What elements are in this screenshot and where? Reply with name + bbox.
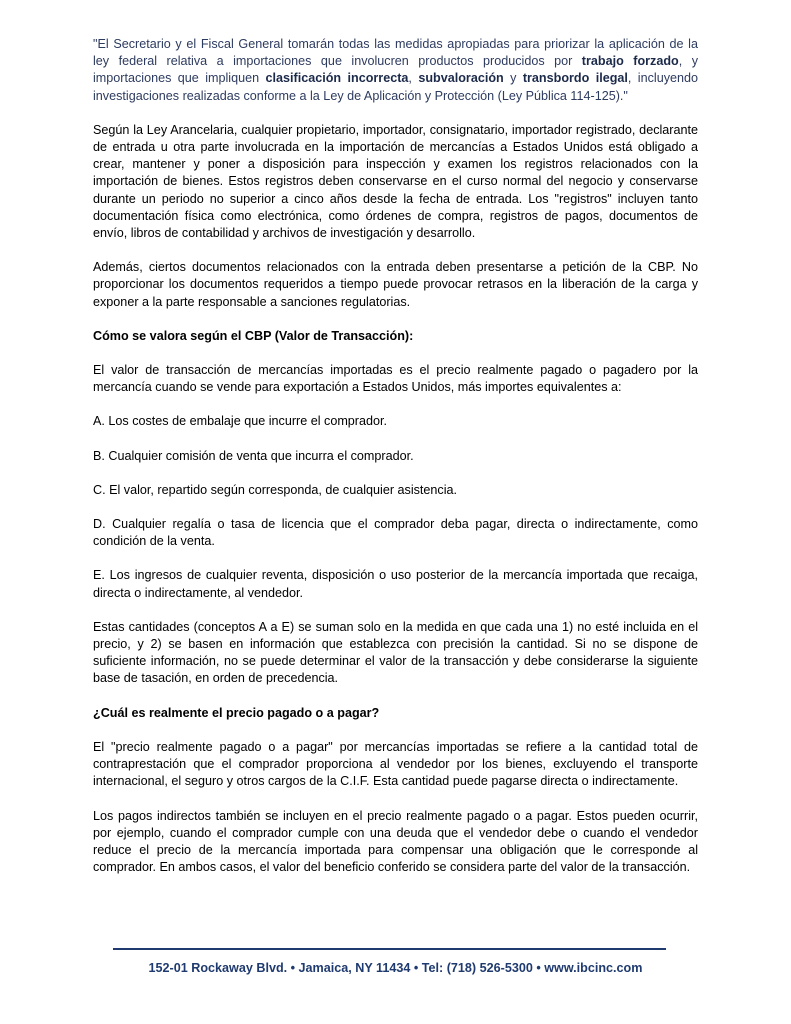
quote-bold-forced-labor: trabajo forzado bbox=[581, 54, 679, 69]
quote-bold-transshipment: transbordo ilegal bbox=[522, 71, 628, 86]
footer-contact: 152-01 Rockaway Blvd. • Jamaica, NY 11434 • Tel: (718) 526-5300 • www.ibcinc.com bbox=[148, 961, 643, 975]
quote-text-5: , incluyendo investigaciones realizadas conforme a la Ley de Aplicación y Protección (Ley Pública 114-125)." bbox=[93, 71, 699, 103]
list-item-d: D. Cualquier regalía o tasa de licencia que el comprador deba pagar, directa o indirectamente, como condición de la venta. bbox=[93, 517, 698, 549]
indirect-payments-paragraph: Los pagos indirectos también se incluyen en el precio realmente pagado o a pagar. Estos pueden ocurrir, por ejemplo, cuando el comprador cumple con una deuda que el vendedor debe o cuando el vendedor reduce el precio de la mercancía importada para compensar una obligación que le corresponde al comprador. En ambos casos, el valor del beneficio conferido se considera parte del valor de la transacción. bbox=[93, 808, 698, 875]
price-definition-paragraph: El "precio realmente pagado o a pagar" por mercancías importadas se refiere a la cantidad total de contraprestación que el comprador proporciona al vendedor por los bienes, excluyendo el transporte internacional, el seguro y otros cargos de la C.I.F. Esta cantidad puede pagarse directa o indirectamente. bbox=[93, 739, 698, 789]
list-item-a: A. Los costes de embalaje que incurre el comprador. bbox=[93, 414, 388, 429]
valuation-heading: Cómo se valora según el CBP (Valor de Transacción): bbox=[93, 328, 414, 343]
list-item-b: B. Cualquier comisión de venta que incurra el comprador. bbox=[93, 448, 414, 463]
quote-bold-misclassification: clasificación incorrecta bbox=[265, 71, 409, 86]
list-item-c: C. El valor, repartido según corresponda, de cualquier asistencia. bbox=[93, 482, 458, 497]
amounts-paragraph: Estas cantidades (conceptos A a E) se suman solo en la medida en que cada una 1) no esté incluida en el precio, y 2) se basen en información que establezca con precisión la cantidad. Si no se dispone de suficiente información, no se puede determinar el valor de la transacción y debe considerarse la siguiente base de tasación, en orden de precedencia. bbox=[93, 619, 698, 686]
list-item-e: E. Los ingresos de cualquier reventa, disposición o uso posterior de la mercancía importada que recaiga, directa o indirectamente, al vendedor. bbox=[93, 568, 698, 600]
quote-text-3: , bbox=[408, 71, 419, 86]
entry-documents-paragraph: Además, ciertos documentos relacionados con la entrada deben presentarse a petición de la CBP. No proporcionar los documentos requeridos a tiempo puede provocar retrasos en la liberación de la carga y exponer a la parte responsable a sanciones regulatorias. bbox=[93, 260, 698, 309]
transaction-value-paragraph: El valor de transacción de mercancías importadas es el precio realmente pagado o pagadero por la mercancía cuando se vende para exportación a Estados Unidos, más importes equivalentes a: bbox=[93, 363, 698, 395]
quote-bold-undervaluation: subvaloración bbox=[418, 71, 504, 86]
quote-paragraph bbox=[93, 36, 698, 105]
recordkeeping-paragraph: Según la Ley Arancelaria, cualquier propietario, importador, consignatario, importador registrado, declarante de entrada u otra parte involucrada en la importación de mercancías a Estados Unidos está obligado a crear, mantener y poner a disposición para inspección y examen los registros relacionados con la importación de bienes. Estos registros deben conservarse en el curso normal del negocio y conservarse durante un periodo no superior a cinco años desde la fecha de entrada. Los "registros" incluyen tanto documentación física como electrónica, como órdenes de compra, registros de pagos, documentos de envío, libros de contabilidad y archivos de investigación y desarrollo. bbox=[93, 122, 698, 241]
quote-text-2: , y importaciones que impliquen bbox=[93, 54, 698, 86]
quote-text-4: y bbox=[503, 71, 523, 86]
price-paid-heading: ¿Cuál es realmente el precio pagado o a pagar? bbox=[93, 705, 380, 720]
quote-text-1: "El Secretario y el Fiscal General tomarán todas las medidas apropiadas para priorizar la aplicación de la ley federal relativa a importaciones que involucren productos producidos por bbox=[93, 37, 698, 69]
document-body bbox=[93, 36, 698, 893]
footer-divider bbox=[113, 948, 666, 950]
